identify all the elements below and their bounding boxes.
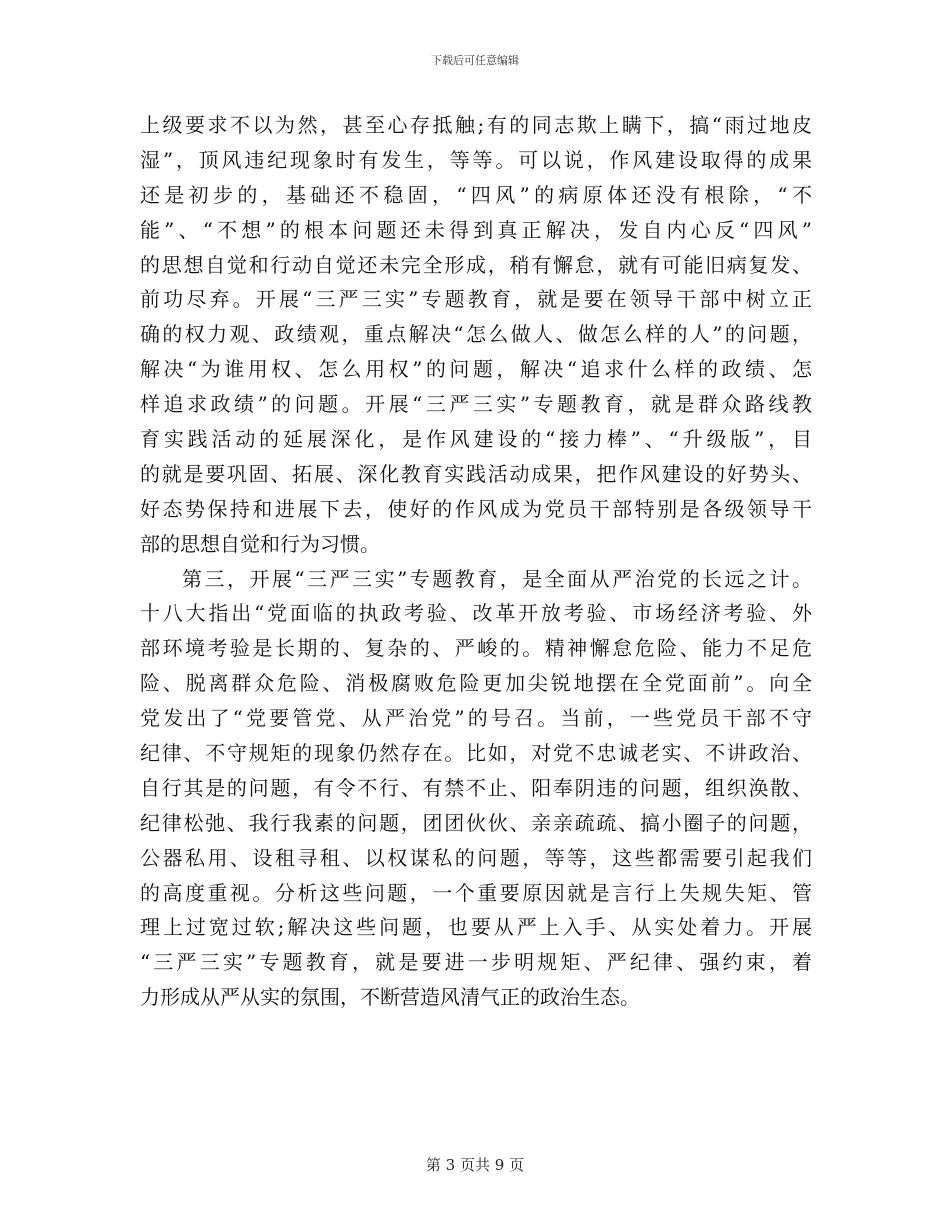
text-line: 部的思想自觉和行为习惯。: [140, 531, 380, 556]
text-line: 险、脱离群众危险、消极腐败危险更加尖锐地摆在全党面前”。向全: [140, 671, 812, 696]
text-line: 前功尽弃。开展“三严三实”专题教育，就是要在领导干部中树立正: [140, 287, 812, 312]
text-line: 的就是要巩固、拓展、深化教育实践活动成果，把作风建设的好势头、: [140, 461, 812, 486]
text-line: 公器私用、设租寻租、以权谋私的问题，等等，这些都需要引起我们: [140, 845, 812, 870]
text-line: 解决“为谁用权、怎么用权”的问题，解决“追求什么样的政绩、怎: [140, 357, 812, 382]
text-line: 理上过宽过软;解决这些问题，也要从严上入手、从实处着力。开展: [140, 915, 812, 940]
document-body: [140, 108, 812, 1015]
text-line: 好态势保持和进展下去，使好的作风成为党员干部特别是各级领导干: [140, 496, 812, 521]
text-line: 自行其是的问题，有令不行、有禁不止、阳奉阴违的问题，组织涣散、: [140, 775, 812, 800]
paragraph: [140, 108, 812, 562]
text-line: 第三，开展“三严三实”专题教育，是全面从严治党的长远之计。: [182, 566, 812, 591]
text-line: 上级要求不以为然，甚至心存抵触;有的同志欺上瞒下，搞“雨过地皮: [140, 113, 812, 137]
text-line: 样追求政绩”的问题。开展“三严三实”专题教育，就是群众路线教: [140, 392, 812, 417]
text-line: 的思想自觉和行动自觉还未完全形成，稍有懈怠，就有可能旧病复发、: [140, 252, 812, 277]
text-line: 确的权力观、政绩观，重点解决“怎么做人、做怎么样的人”的问题，: [140, 322, 812, 347]
text-line: 十八大指出“党面临的执政考验、改革开放考验、市场经济考验、外: [140, 601, 812, 626]
page-number: 第 3 页共 9 页: [425, 1156, 525, 1174]
text-line: 力形成从严从实的氛围，不断营造风清气正的政治生态。: [140, 985, 640, 1010]
paragraph: [140, 562, 812, 1016]
text-line: 党发出了“党要管党、从严治党”的号召。当前，一些党员干部不守: [140, 706, 812, 731]
text-line: 部环境考验是长期的、复杂的、严峻的。精神懈怠危险、能力不足危: [140, 636, 812, 661]
text-line: 还是初步的，基础还不稳固，“四风”的病原体还没有根除，“不: [140, 182, 812, 207]
text-line: 育实践活动的延展深化，是作风建设的“接力棒”、“升级版”，目: [140, 427, 812, 452]
text-line: “三严三实”专题教育，就是要进一步明规矩、严纪律、强约束，着: [140, 950, 812, 975]
text-line: 湿”，顶风违纪现象时有发生，等等。可以说，作风建设取得的成果: [140, 147, 812, 172]
text-line: 纪律、不守规矩的现象仍然存在。比如，对党不忠诚老实、不讲政治、: [140, 741, 812, 766]
text-line: 纪律松弛、我行我素的问题，团团伙伙、亲亲疏疏、搞小圈子的问题，: [140, 810, 812, 835]
text-line: 的高度重视。分析这些问题，一个重要原因就是言行上失规失矩、管: [140, 880, 812, 905]
page-header: 下载后可任意编辑: [431, 54, 519, 67]
text-line: 能”、“不想”的根本问题还未得到真正解决，发自内心反“四风”: [140, 217, 812, 242]
